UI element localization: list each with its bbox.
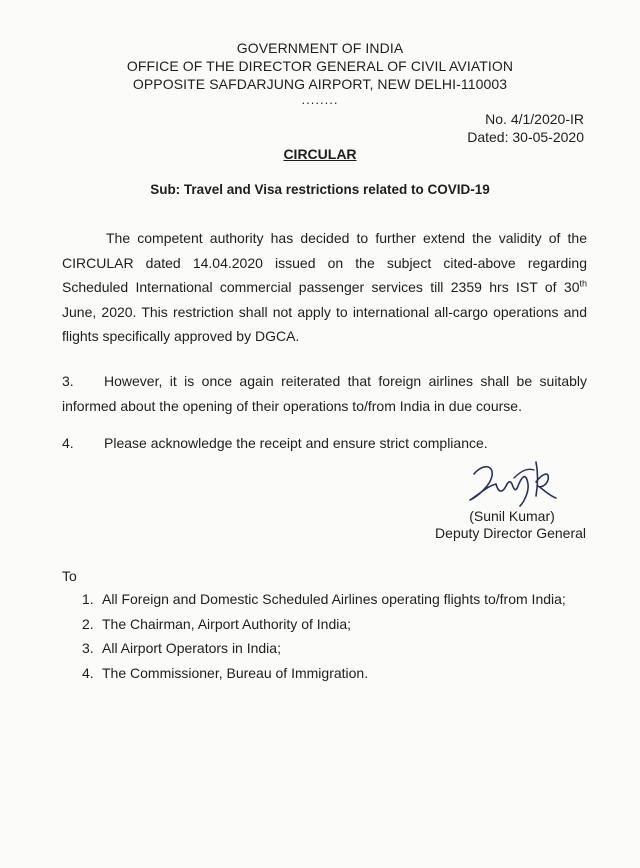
header-office: OFFICE OF THE DIRECTOR GENERAL OF CIVIL AVIATION (126, 58, 514, 74)
list-item-text: The Chairman, Airport Authority of India; (102, 615, 352, 632)
header-separator: ........ (301, 92, 339, 107)
paragraph-1 (62, 226, 587, 349)
signatory-designation: Deputy Director General (435, 525, 586, 541)
list-item (82, 661, 566, 686)
list-item-number: 2. (82, 615, 94, 632)
paragraph-1-text-a: The competent authority has decided to further extend the validity of the CIRCULAR dated 14.04.2020 issued on the subject cited-above regarding Scheduled International commercial passenger services till 2359 hrs IST of 30 (62, 230, 587, 295)
paragraph-3 (62, 369, 587, 418)
distribution-list (82, 587, 566, 685)
paragraph-4 (62, 431, 587, 456)
list-item-number: 1. (82, 591, 94, 607)
paragraph-1-text-b: June, 2020. This restriction shall not apply to international all-cargo operations and flights specifically approved by DGCA. (62, 303, 587, 344)
paragraph-4-text: Please acknowledge the receipt and ensure strict compliance. (104, 435, 488, 451)
handwritten-signature (452, 456, 572, 514)
paragraph-3-text: However, it is once again reiterated that foreign airlines shall be suitably informed about the opening of their operations to/from India in due course. (62, 373, 587, 414)
list-item-text: All Airport Operators in India; (102, 640, 281, 656)
header-government: GOVERNMENT OF INDIA (236, 40, 404, 56)
distribution-label: To (62, 568, 77, 584)
reference-number: No. 4/1/2020-IR (485, 111, 584, 127)
list-item-number: 4. (82, 664, 94, 681)
list-item (82, 587, 566, 612)
paragraph-3-number: 3. (62, 373, 74, 389)
list-item (82, 636, 566, 661)
reference-date: Dated: 30-05-2020 (467, 129, 584, 145)
list-item-number: 3. (82, 640, 94, 656)
subject-line: Sub: Travel and Visa restrictions related to COVID-19 (150, 182, 490, 197)
list-item (82, 612, 566, 637)
list-item-text: All Foreign and Domestic Scheduled Airlines operating flights to/from India; (102, 591, 566, 607)
header-address: OPPOSITE SAFDARJUNG AIRPORT, NEW DELHI-110003 (132, 76, 508, 92)
document-title: CIRCULAR (283, 146, 357, 162)
list-item-text: The Commissioner, Bureau of Immigration. (102, 664, 369, 681)
paragraph-1-superscript: th (579, 278, 587, 289)
reference-block (467, 110, 584, 146)
signatory-name: (Sunil Kumar) (469, 508, 555, 524)
paragraph-4-number: 4. (62, 435, 74, 451)
